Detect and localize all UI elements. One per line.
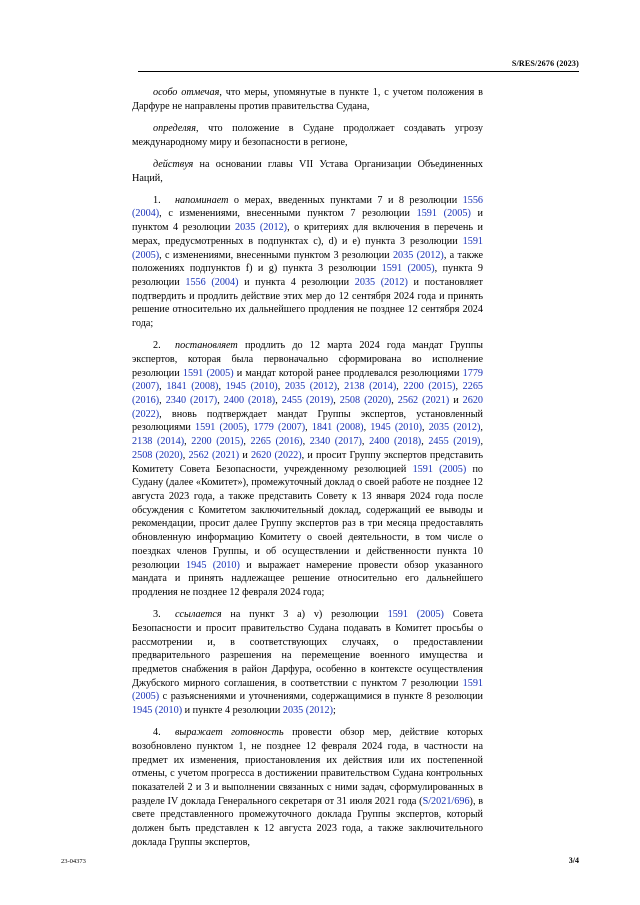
paragraph-text: , — [159, 381, 167, 393]
resolution-link[interactable]: 2035 (2012) — [354, 276, 408, 288]
paragraph-number: 2. — [153, 340, 161, 352]
resolution-link[interactable]: S/2021/696 — [422, 795, 470, 807]
paragraph-text: с разъяснениями и уточнениями, содержащимися в пункте 8 резолюции — [159, 691, 483, 703]
resolution-link[interactable]: 2340 (2017) — [309, 436, 362, 448]
paragraph-text: , и просит Группу экспертов представить Комитету Совета Безопасности, учрежденному резолюцией — [132, 449, 483, 475]
resolution-link[interactable]: 1591 (2005) — [381, 263, 435, 275]
document-symbol: S/RES/2676 (2023) — [511, 59, 579, 68]
paragraph-text: , — [421, 422, 429, 434]
resolution-link[interactable]: 2455 (2019) — [428, 436, 481, 448]
preamble-paragraph — [132, 158, 483, 185]
resolution-link[interactable]: 1945 (2010) — [132, 705, 183, 717]
paragraph-text: , — [184, 436, 192, 448]
resolution-link[interactable]: 2340 (2017) — [165, 395, 218, 407]
preamble-lead: действуя — [153, 158, 194, 170]
paragraph-text: и пунктом 4 резолюции — [132, 208, 484, 234]
preamble-text: , что положение в Судане продолжает создавать угрозу международному миру и безопасности в регионе, — [132, 122, 483, 148]
paragraph-lead: напоминает — [175, 194, 229, 206]
resolution-link[interactable]: 2138 (2014) — [344, 381, 397, 393]
resolution-link[interactable]: 1945 (2010) — [370, 422, 422, 434]
paragraph-text: , — [480, 436, 483, 448]
resolution-link[interactable]: 1591 (2005) — [132, 235, 483, 261]
paragraph-text: , — [396, 381, 404, 393]
paragraph-text: Совета Безопасности и просит правительство Судана подавать в Комитет просьбы о рассмотрении и, в соответствующих случаях, о предоставлении предварительного разрешения на перемещение военного имущества и предметов снабжения в район Дарфура, особенно в контексте осуществления Джубского мирного соглашения, в соответствии с пунктом 7 резолюции — [132, 609, 483, 689]
operative-paragraph-4 — [132, 726, 483, 849]
paragraph-text: , с изменениями, внесенными пунктом 3 резолюции — [159, 249, 393, 261]
preamble-lead: особо отмечая — [153, 87, 220, 98]
paragraph-text: , пункта 9 резолюции — [132, 263, 483, 288]
preamble-text: на основании главы VII Устава Организации Объединенных Наций, — [132, 158, 483, 184]
paragraph-text: , — [336, 381, 345, 393]
resolution-link[interactable]: 2035 (2012) — [428, 422, 481, 434]
resolution-link[interactable]: 2400 (2018) — [223, 395, 276, 407]
paragraph-number: 3. — [153, 609, 161, 621]
paragraph-text: и — [239, 449, 251, 461]
paragraph-text: , — [243, 436, 251, 448]
paragraph-text: продлить до 12 марта 2024 года мандат Группы экспертов, которая была первоначально сформирована во исполнение резолюции — [132, 340, 483, 379]
resolution-link[interactable]: 2562 (2021) — [188, 449, 240, 461]
paragraph-text: , — [218, 381, 226, 393]
header-rule — [138, 71, 579, 72]
resolution-link[interactable]: 2620 (2022) — [132, 395, 483, 420]
resolution-link[interactable]: 2620 (2022) — [250, 449, 302, 461]
paragraph-text: и мандат которой ранее продлевался резолюциями — [233, 367, 463, 379]
resolution-link[interactable]: 2200 (2015) — [191, 436, 244, 448]
paragraph-lead: постановляет — [175, 340, 238, 352]
resolution-link[interactable]: 1945 (2010) — [186, 559, 240, 571]
resolution-link[interactable]: 1591 (2005) — [412, 463, 467, 475]
resolution-link[interactable]: 2508 (2020) — [339, 395, 392, 407]
paragraph-text: провести обзор мер, действие которых возобновлено пунктом 1, не позднее 12 февраля 2024 года, в частности на предмет их изменения, приостановления их действия или их постепенной отмены, с учетом прогресса в достижении правительством Судана контрольных показателей 2 и 3 и выполнении связанных с ними задач, сформулированных в разделе IV доклада Генерального секретаря от 31 июля 2021 года ( — [132, 727, 483, 807]
paragraph-text: , — [159, 395, 166, 407]
preamble-paragraph — [132, 86, 483, 113]
operative-paragraph-1 — [132, 194, 483, 331]
resolution-link[interactable]: 1779 (2007) — [253, 422, 306, 434]
preamble-paragraph — [132, 122, 483, 149]
resolution-link[interactable]: 2455 (2019) — [281, 395, 334, 407]
paragraph-lead: ссылается — [175, 609, 222, 621]
paragraph-text: и пункта 4 резолюции — [238, 276, 355, 288]
paragraph-text: , — [333, 395, 340, 407]
paragraph-text: , — [182, 449, 189, 461]
resolution-link[interactable]: 1945 (2010) — [225, 381, 278, 393]
paragraph-text: на пункт 3 a) v) резолюции — [221, 609, 388, 621]
paragraph-text: и постановляет подтвердить и продлить действие этих мер до 12 сентября 2024 года и принять решение относительно их дальнейшего продления не позднее 12 сентября 2024 года; — [132, 276, 483, 330]
paragraph-text: , — [275, 395, 282, 407]
paragraph-text: , — [361, 436, 370, 448]
paragraph-text: , с изменениями, внесенными пунктом 7 резолюции — [159, 208, 417, 220]
resolution-link[interactable]: 1841 (2008) — [166, 381, 219, 393]
resolution-link[interactable]: 1841 (2008) — [311, 422, 364, 434]
paragraph-text: , вновь подтверждает мандат Группы экспертов, установленный резолюциями — [132, 408, 483, 434]
resolution-link[interactable]: 1591 (2005) — [416, 208, 471, 220]
paragraph-text: , — [455, 381, 463, 393]
document-code: 23-04373 — [61, 858, 86, 865]
resolution-link[interactable]: 1591 (2005) — [132, 677, 483, 703]
paragraph-text: , о критериях для включения в перечень и мерах, предусмотренных в подпунктах c), d) и e) пункта 3 резолюции — [132, 222, 483, 247]
resolution-link[interactable]: 2035 (2012) — [392, 249, 444, 261]
resolution-link[interactable]: 1591 (2005) — [182, 367, 234, 379]
resolution-link[interactable]: 2265 (2016) — [132, 381, 484, 407]
paragraph-lead: выражает готовность — [175, 727, 284, 739]
paragraph-text: , — [246, 422, 254, 434]
paragraph-text: о мерах, введенных пунктами 7 и 8 резолюции — [228, 194, 463, 206]
resolution-link[interactable]: 1591 (2005) — [387, 609, 444, 621]
paragraph-text: , — [277, 381, 285, 393]
paragraph-text: и выражает намерение провести обзор указанного мандата и принять надлежащее решение относительно его дальнейшего продления не позднее 12 февраля 2024 года; — [132, 559, 483, 598]
paragraph-text: , — [305, 422, 312, 434]
paragraph-text: и пункте 4 резолюции — [182, 705, 283, 717]
paragraph-text: , — [302, 436, 310, 448]
resolution-link[interactable]: 2035 (2012) — [234, 222, 288, 234]
preamble-lead: определяя — [153, 122, 197, 134]
preamble-text: , что меры, упомянутые в пункте 1, с учетом положения в Дарфуре не направлены против правительства Судана, — [132, 87, 483, 112]
resolution-link[interactable]: 2200 (2015) — [403, 381, 456, 393]
resolution-body — [132, 86, 483, 850]
resolution-link[interactable]: 2265 (2016) — [250, 436, 303, 448]
resolution-link[interactable]: 1591 (2005) — [195, 422, 247, 434]
resolution-link[interactable]: 1556 (2004) — [132, 194, 483, 220]
page-number: 3/4 — [568, 856, 579, 865]
paragraph-text: , — [421, 436, 429, 448]
paragraph-text: , — [363, 422, 371, 434]
paragraph-text: и — [449, 395, 463, 407]
paragraph-number: 4. — [153, 727, 161, 739]
resolution-link[interactable]: 2035 (2012) — [284, 381, 337, 393]
paragraph-text: ), в свете представленного промежуточного доклада Группы экспертов, который должен быть представлен к 12 августа 2023 года, а также заключительного доклада Группы экспертов, — [132, 795, 484, 848]
paragraph-text: , — [480, 422, 483, 434]
paragraph-text: ; — [332, 705, 336, 717]
paragraph-number: 1. — [153, 194, 161, 206]
resolution-link[interactable]: 2508 (2020) — [132, 449, 183, 461]
resolution-link[interactable]: 2138 (2014) — [132, 436, 185, 448]
paragraph-text: , — [391, 395, 398, 407]
resolution-link[interactable]: 2400 (2018) — [369, 436, 422, 448]
resolution-link[interactable]: 2035 (2012) — [282, 705, 333, 717]
resolution-link[interactable]: 1556 (2004) — [185, 276, 239, 288]
operative-paragraph-2 — [132, 339, 483, 599]
paragraph-text: , а также положениях подпунктов f) и g) пункта 3 резолюции — [132, 249, 483, 275]
paragraph-text: , — [217, 395, 224, 407]
operative-paragraph-3 — [132, 608, 483, 718]
paragraph-text: по Судану (далее «Комитет»), промежуточный доклад о своей работе не позднее 12 августа 2023 года, а также представить Совету к 13 января 2024 года после обсуждения с Комитетом заключительный доклад, содержащий ее выводы и рекомендации, просит далее Группу экспертов раз в три месяца предоставлять обновленную информацию Комитету о своей деятельности, в том числе о поездках членов Группы, и об осуществлении и действенности пункта 10 резолюции — [132, 463, 483, 571]
resolution-link[interactable]: 2562 (2021) — [397, 395, 450, 407]
resolution-link[interactable]: 1779 (2007) — [132, 367, 483, 393]
